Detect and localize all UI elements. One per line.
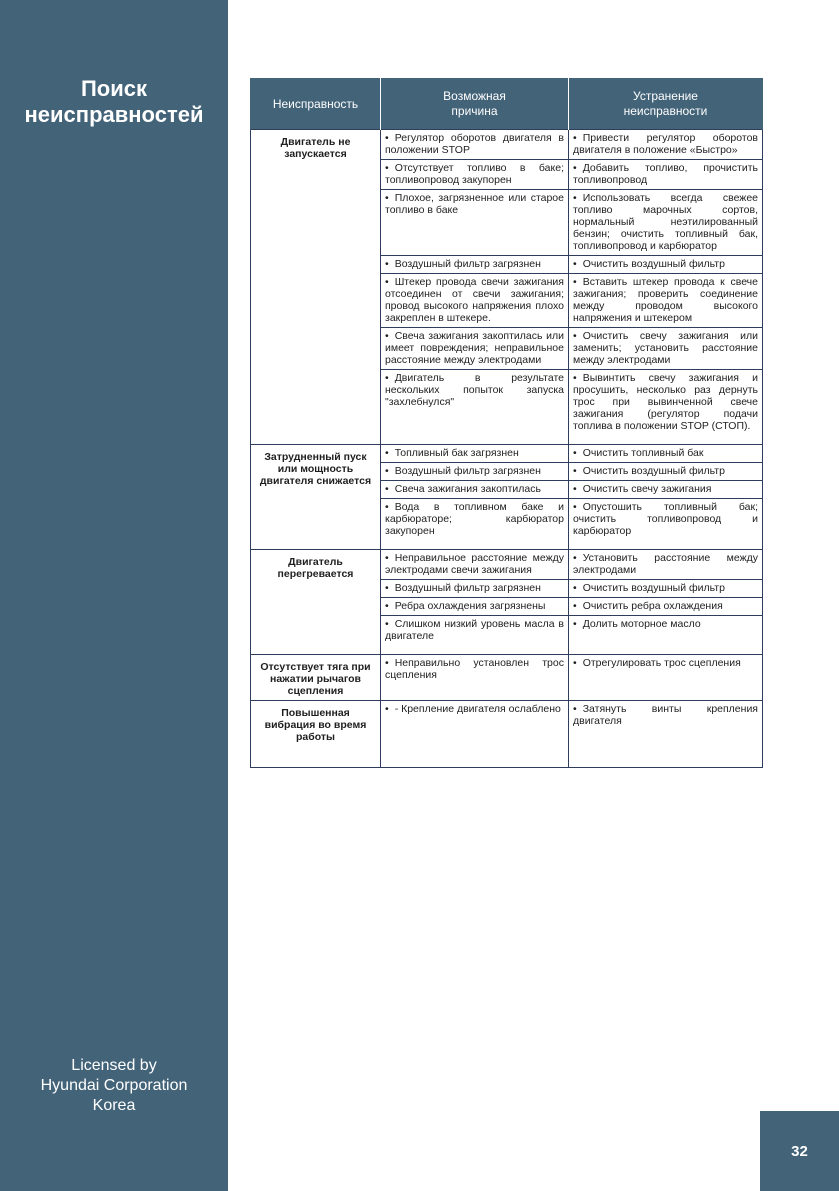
cause-cell bbox=[381, 328, 569, 370]
fix-text: Очистить свечу зажигания bbox=[582, 483, 712, 495]
cause-cell bbox=[381, 160, 569, 190]
table-body bbox=[251, 130, 763, 768]
header-fault: Неисправность bbox=[251, 79, 381, 130]
bullet-icon: • bbox=[385, 552, 389, 564]
bullet-icon: • bbox=[573, 447, 577, 459]
bullet-icon: • bbox=[573, 483, 577, 495]
bullet-icon: • bbox=[385, 276, 389, 288]
cause-text: Неправильное расстояние между электродами свечи зажигания bbox=[385, 552, 564, 576]
cause-cell bbox=[381, 598, 569, 616]
fix-cell bbox=[569, 463, 763, 481]
fix-cell bbox=[569, 550, 763, 580]
fix-text: Отрегулировать трос сцепления bbox=[582, 657, 741, 669]
table-row bbox=[251, 550, 763, 580]
cause-cell bbox=[381, 190, 569, 256]
cause-cell bbox=[381, 655, 569, 701]
fix-cell bbox=[569, 370, 763, 445]
fix-text: Добавить топливо, прочистить топливопровод bbox=[573, 162, 758, 186]
fix-cell bbox=[569, 328, 763, 370]
fault-cell: Двигатель не запускается bbox=[251, 130, 381, 445]
cause-cell bbox=[381, 463, 569, 481]
bullet-icon: • bbox=[385, 582, 389, 594]
section-title-line: неисправностей bbox=[24, 102, 204, 127]
cause-cell bbox=[381, 130, 569, 160]
fix-text: Вывинтить свечу зажигания и просушить, несколько раз дернуть трос при вывинченной свече зажигания (регулятор подачи топлива в положении STOP (СТОП). bbox=[573, 372, 758, 432]
fix-cell bbox=[569, 499, 763, 550]
license-line: Hyundai Corporation bbox=[40, 1077, 188, 1094]
fix-cell bbox=[569, 445, 763, 463]
table-header-row bbox=[251, 79, 763, 130]
sidebar bbox=[0, 0, 228, 1191]
fix-text: Опустошить топливный бак; очистить топливопровод и карбюратор bbox=[573, 501, 758, 537]
bullet-icon: • bbox=[385, 372, 389, 384]
bullet-icon: • bbox=[385, 501, 389, 513]
header-fix: Устранение неисправности bbox=[569, 79, 763, 130]
cause-cell bbox=[381, 274, 569, 328]
cause-cell bbox=[381, 550, 569, 580]
table-row bbox=[251, 130, 763, 160]
cause-cell bbox=[381, 481, 569, 499]
fix-cell bbox=[569, 160, 763, 190]
cause-text: Вода в топливном баке и карбюраторе; карбюратор закупорен bbox=[385, 501, 564, 537]
cause-cell bbox=[381, 616, 569, 655]
fix-cell bbox=[569, 274, 763, 328]
bullet-icon: • bbox=[385, 447, 389, 459]
fix-text: Очистить воздушный фильтр bbox=[582, 258, 725, 270]
fix-cell bbox=[569, 701, 763, 768]
cause-text: Штекер провода свечи зажигания отсоединен от свечи зажигания; провод высокого напряжения плохо закреплен в штекере. bbox=[385, 276, 564, 324]
fix-cell bbox=[569, 481, 763, 499]
fix-text: Привести регулятор оборотов двигателя в положение «Быстро» bbox=[573, 132, 758, 156]
fix-cell bbox=[569, 256, 763, 274]
bullet-icon: • bbox=[385, 132, 389, 144]
fix-cell bbox=[569, 130, 763, 160]
cause-text: Свеча зажигания закоптилась или имеет повреждения; неправильное расстояние между электродами bbox=[385, 330, 564, 366]
fix-text: Затянуть винты крепления двигателя bbox=[573, 703, 758, 727]
bullet-icon: • bbox=[385, 330, 389, 342]
bullet-icon: • bbox=[573, 132, 577, 144]
cause-cell bbox=[381, 580, 569, 598]
cause-text: Воздушный фильтр загрязнен bbox=[394, 582, 541, 594]
cause-text: Воздушный фильтр загрязнен bbox=[394, 465, 541, 477]
bullet-icon: • bbox=[573, 276, 577, 288]
bullet-icon: • bbox=[573, 162, 577, 174]
header-cause: Возможная причина bbox=[381, 79, 569, 130]
fix-text: Установить расстояние между электродами bbox=[573, 552, 758, 576]
bullet-icon: • bbox=[573, 657, 577, 669]
cause-cell bbox=[381, 445, 569, 463]
bullet-icon: • bbox=[385, 600, 389, 612]
license-line: Korea bbox=[92, 1097, 136, 1114]
bullet-icon: • bbox=[573, 703, 577, 715]
license-note bbox=[0, 1056, 228, 1116]
table-row bbox=[251, 701, 763, 768]
cause-cell bbox=[381, 701, 569, 768]
cause-cell bbox=[381, 370, 569, 445]
bullet-icon: • bbox=[573, 582, 577, 594]
section-title bbox=[0, 76, 228, 128]
fix-text: Очистить воздушный фильтр bbox=[582, 465, 725, 477]
troubleshooting-table bbox=[250, 78, 763, 768]
fix-cell bbox=[569, 655, 763, 701]
cause-text: Ребра охлаждения загрязнены bbox=[394, 600, 546, 612]
bullet-icon: • bbox=[385, 258, 389, 270]
fix-cell bbox=[569, 616, 763, 655]
fault-cell: Двигатель перегревается bbox=[251, 550, 381, 655]
fix-text: Долить моторное масло bbox=[582, 618, 701, 630]
bullet-icon: • bbox=[573, 501, 577, 513]
cause-text: Слишком низкий уровень масла в двигателе bbox=[385, 618, 564, 642]
cause-cell bbox=[381, 499, 569, 550]
cause-text: Плохое, загрязненное или старое топливо в баке bbox=[385, 192, 564, 216]
bullet-icon: • bbox=[573, 192, 577, 204]
cause-cell bbox=[381, 256, 569, 274]
cause-text: Топливный бак загрязнен bbox=[394, 447, 519, 459]
bullet-icon: • bbox=[385, 483, 389, 495]
fix-text: Очистить свечу зажигания или заменить; установить расстояние между электродами bbox=[573, 330, 758, 366]
bullet-icon: • bbox=[385, 192, 389, 204]
fault-cell: Затрудненный пуск или мощность двигателя снижается bbox=[251, 445, 381, 550]
table-row bbox=[251, 445, 763, 463]
fix-text: Очистить воздушный фильтр bbox=[582, 582, 725, 594]
fault-cell: Повышенная вибрация во время работы bbox=[251, 701, 381, 768]
bullet-icon: • bbox=[573, 330, 577, 342]
bullet-icon: • bbox=[573, 465, 577, 477]
fault-cell: Отсутствует тяга при нажатии рычагов сцепления bbox=[251, 655, 381, 701]
fix-cell bbox=[569, 598, 763, 616]
cause-text: Отсутствует топливо в баке; топливопровод закупорен bbox=[385, 162, 564, 186]
bullet-icon: • bbox=[573, 618, 577, 630]
cause-text: Воздушный фильтр загрязнен bbox=[394, 258, 541, 270]
fix-text: Вставить штекер провода к свече зажигания; проверить соединение между проводом высокого напряжения и штекером bbox=[573, 276, 758, 324]
license-line: Licensed by bbox=[71, 1057, 157, 1074]
cause-text: Регулятор оборотов двигателя в положении STOP bbox=[385, 132, 564, 156]
section-title-line: Поиск bbox=[80, 76, 148, 101]
cause-text: Свеча зажигания закоптилась bbox=[394, 483, 541, 495]
bullet-icon: • bbox=[385, 618, 389, 630]
fix-text: Очистить ребра охлаждения bbox=[582, 600, 723, 612]
cause-text: Неправильно установлен трос сцепления bbox=[385, 657, 564, 681]
bullet-icon: • bbox=[385, 657, 389, 669]
bullet-icon: • bbox=[573, 552, 577, 564]
fix-cell bbox=[569, 190, 763, 256]
bullet-icon: • bbox=[385, 162, 389, 174]
bullet-icon: • bbox=[573, 600, 577, 612]
bullet-icon: • bbox=[385, 465, 389, 477]
fix-cell bbox=[569, 580, 763, 598]
bullet-icon: • bbox=[385, 703, 389, 715]
table-row bbox=[251, 655, 763, 701]
bullet-icon: • bbox=[573, 258, 577, 270]
fix-text: Использовать всегда свежее топливо марочных сортов, нормальный неэтилированный бензин; очистить топливный бак, топливопровод и карбюратор bbox=[573, 192, 758, 252]
cause-text: - Крепление двигателя ослаблено bbox=[394, 703, 561, 715]
page-number: 32 bbox=[760, 1111, 839, 1191]
cause-text: Двигатель в результате нескольких попыток запуска "захлебнулся" bbox=[385, 372, 564, 408]
fix-text: Очистить топливный бак bbox=[582, 447, 704, 459]
bullet-icon: • bbox=[573, 372, 577, 384]
